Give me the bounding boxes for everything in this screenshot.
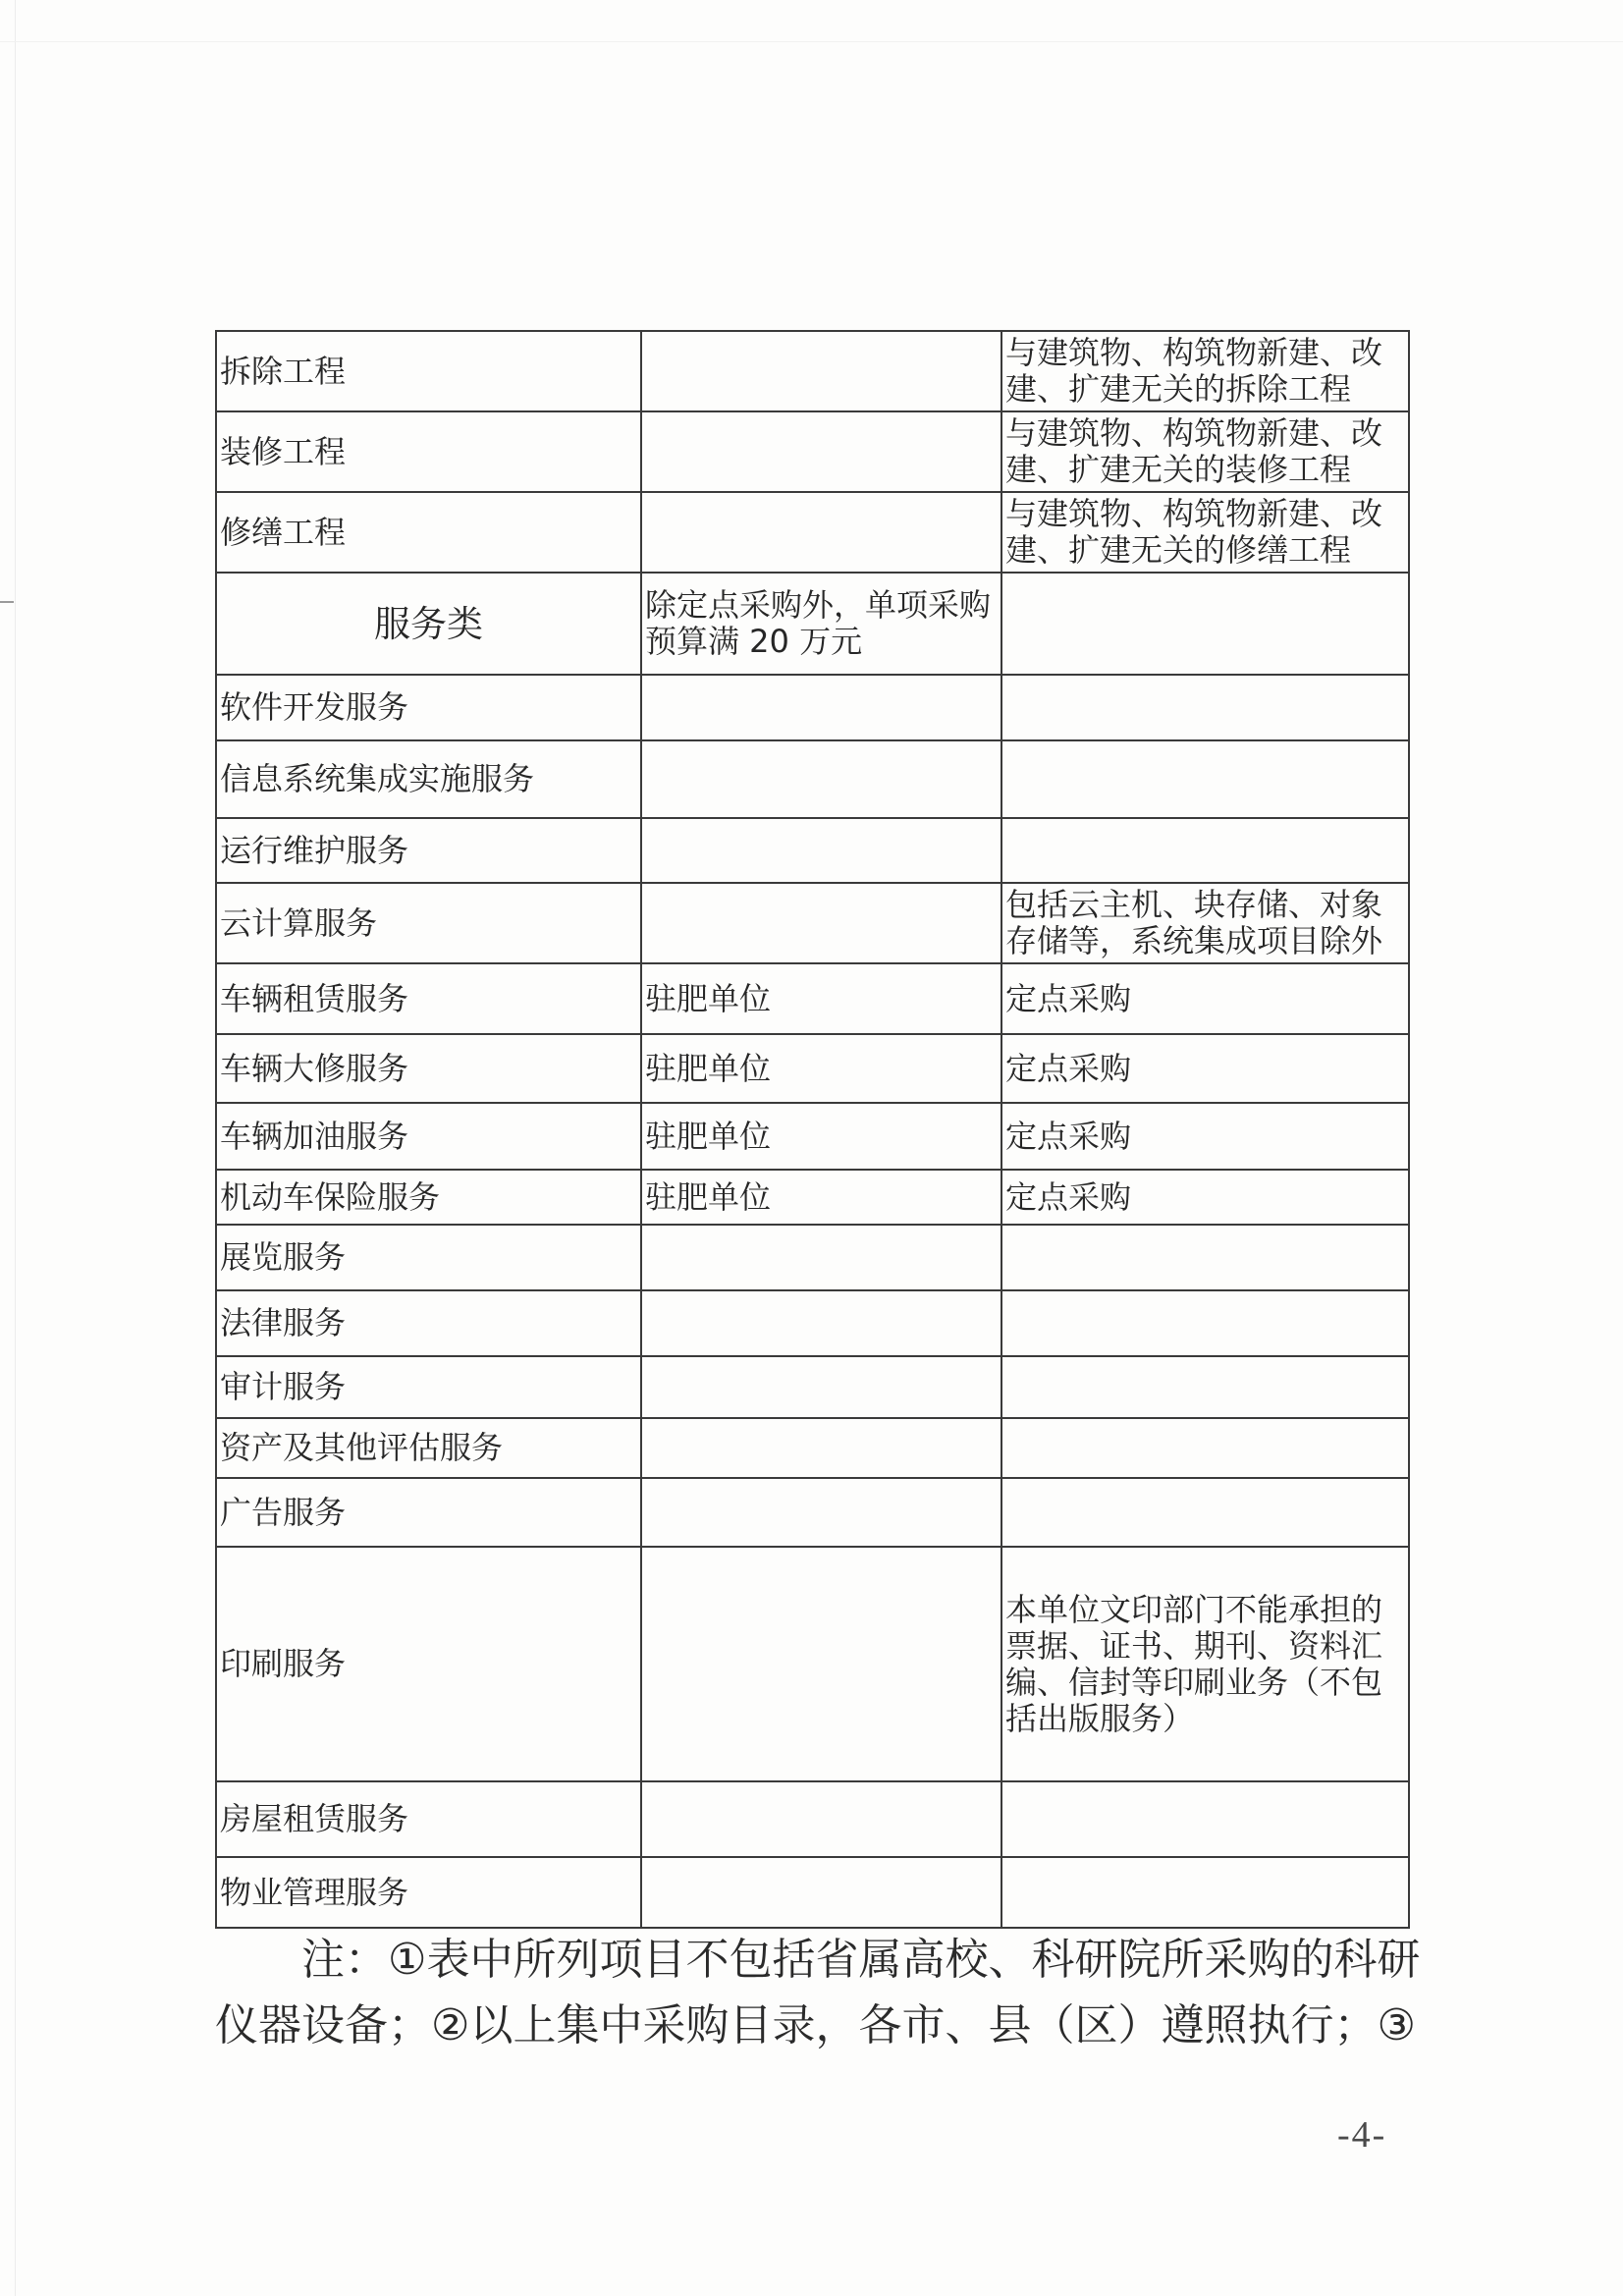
cell-remark: 与建筑物、构筑物新建、改建、扩建无关的拆除工程 — [1001, 331, 1409, 411]
cell-scope — [641, 1478, 1001, 1547]
cell-remark: 定点采购 — [1001, 1170, 1409, 1225]
cell-item: 车辆大修服务 — [216, 1034, 641, 1103]
cell-remark — [1001, 573, 1409, 675]
table-row — [216, 1170, 1409, 1225]
cell-category: 服务类 — [216, 573, 641, 675]
cell-scope — [641, 1781, 1001, 1857]
table-row — [216, 1103, 1409, 1170]
cell-scope — [641, 1857, 1001, 1928]
scan-edge-line — [15, 0, 16, 2296]
cell-item: 云计算服务 — [216, 883, 641, 963]
scan-mark — [0, 601, 14, 603]
cell-remark — [1001, 818, 1409, 883]
cell-item: 法律服务 — [216, 1290, 641, 1356]
cell-remark: 定点采购 — [1001, 1103, 1409, 1170]
table-row — [216, 675, 1409, 740]
cell-remark: 本单位文印部门不能承担的票据、证书、期刊、资料汇编、信封等印刷业务（不包括出版服务） — [1001, 1547, 1409, 1781]
cell-scope — [641, 1547, 1001, 1781]
cell-scope: 驻肥单位 — [641, 1170, 1001, 1225]
cell-item: 广告服务 — [216, 1478, 641, 1547]
cell-item: 展览服务 — [216, 1225, 641, 1290]
cell-scope — [641, 1225, 1001, 1290]
cell-scope — [641, 411, 1001, 492]
cell-item: 软件开发服务 — [216, 675, 641, 740]
cell-scope: 驻肥单位 — [641, 963, 1001, 1034]
cell-remark: 与建筑物、构筑物新建、改建、扩建无关的修缮工程 — [1001, 492, 1409, 573]
table-row — [216, 1290, 1409, 1356]
footnote-paragraph: 注：①表中所列项目不包括省属高校、科研院所采购的科研仪器设备；②以上集中采购目录，各市、县（区）遵照执行；③ — [215, 1935, 1421, 2050]
cell-remark — [1001, 1225, 1409, 1290]
page-number: -4- — [1337, 2114, 1387, 2156]
cell-item: 印刷服务 — [216, 1547, 641, 1781]
cell-item: 机动车保险服务 — [216, 1170, 641, 1225]
cell-remark — [1001, 740, 1409, 818]
cell-item: 审计服务 — [216, 1356, 641, 1418]
cell-remark: 与建筑物、构筑物新建、改建、扩建无关的装修工程 — [1001, 411, 1409, 492]
cell-scope — [641, 675, 1001, 740]
cell-remark — [1001, 1356, 1409, 1418]
cell-item: 运行维护服务 — [216, 818, 641, 883]
table-row — [216, 492, 1409, 573]
cell-item: 信息系统集成实施服务 — [216, 740, 641, 818]
cell-scope — [641, 1356, 1001, 1418]
table-row — [216, 1478, 1409, 1547]
table-row — [216, 1225, 1409, 1290]
table-row — [216, 1034, 1409, 1103]
table-row — [216, 963, 1409, 1034]
cell-remark — [1001, 1781, 1409, 1857]
cell-scope: 驻肥单位 — [641, 1034, 1001, 1103]
cell-remark — [1001, 1418, 1409, 1478]
table-row-category — [216, 573, 1409, 675]
cell-remark — [1001, 1857, 1409, 1928]
cell-item: 车辆加油服务 — [216, 1103, 641, 1170]
cell-item: 资产及其他评估服务 — [216, 1418, 641, 1478]
cell-scope — [641, 492, 1001, 573]
cell-remark: 定点采购 — [1001, 963, 1409, 1034]
cell-scope — [641, 740, 1001, 818]
table-row — [216, 1547, 1409, 1781]
cell-scope — [641, 818, 1001, 883]
cell-scope — [641, 883, 1001, 963]
cell-remark — [1001, 1290, 1409, 1356]
scan-edge-line — [0, 41, 1623, 42]
table-row — [216, 1781, 1409, 1857]
cell-remark: 包括云主机、块存储、对象存储等，系统集成项目除外 — [1001, 883, 1409, 963]
cell-item: 房屋租赁服务 — [216, 1781, 641, 1857]
table-row — [216, 1356, 1409, 1418]
table-row — [216, 818, 1409, 883]
cell-item: 车辆租赁服务 — [216, 963, 641, 1034]
procurement-catalog-table — [215, 330, 1410, 1929]
cell-remark — [1001, 675, 1409, 740]
table-row — [216, 1857, 1409, 1928]
table-row — [216, 1418, 1409, 1478]
table-row — [216, 740, 1409, 818]
table-row — [216, 331, 1409, 411]
cell-item: 修缮工程 — [216, 492, 641, 573]
cell-scope: 除定点采购外，单项采购预算满 20 万元 — [641, 573, 1001, 675]
cell-item: 拆除工程 — [216, 331, 641, 411]
cell-scope — [641, 1418, 1001, 1478]
cell-item: 物业管理服务 — [216, 1857, 641, 1928]
table-row — [216, 883, 1409, 963]
cell-item: 装修工程 — [216, 411, 641, 492]
cell-remark — [1001, 1478, 1409, 1547]
cell-scope — [641, 1290, 1001, 1356]
cell-scope: 驻肥单位 — [641, 1103, 1001, 1170]
cell-remark: 定点采购 — [1001, 1034, 1409, 1103]
cell-scope — [641, 331, 1001, 411]
table-row — [216, 411, 1409, 492]
